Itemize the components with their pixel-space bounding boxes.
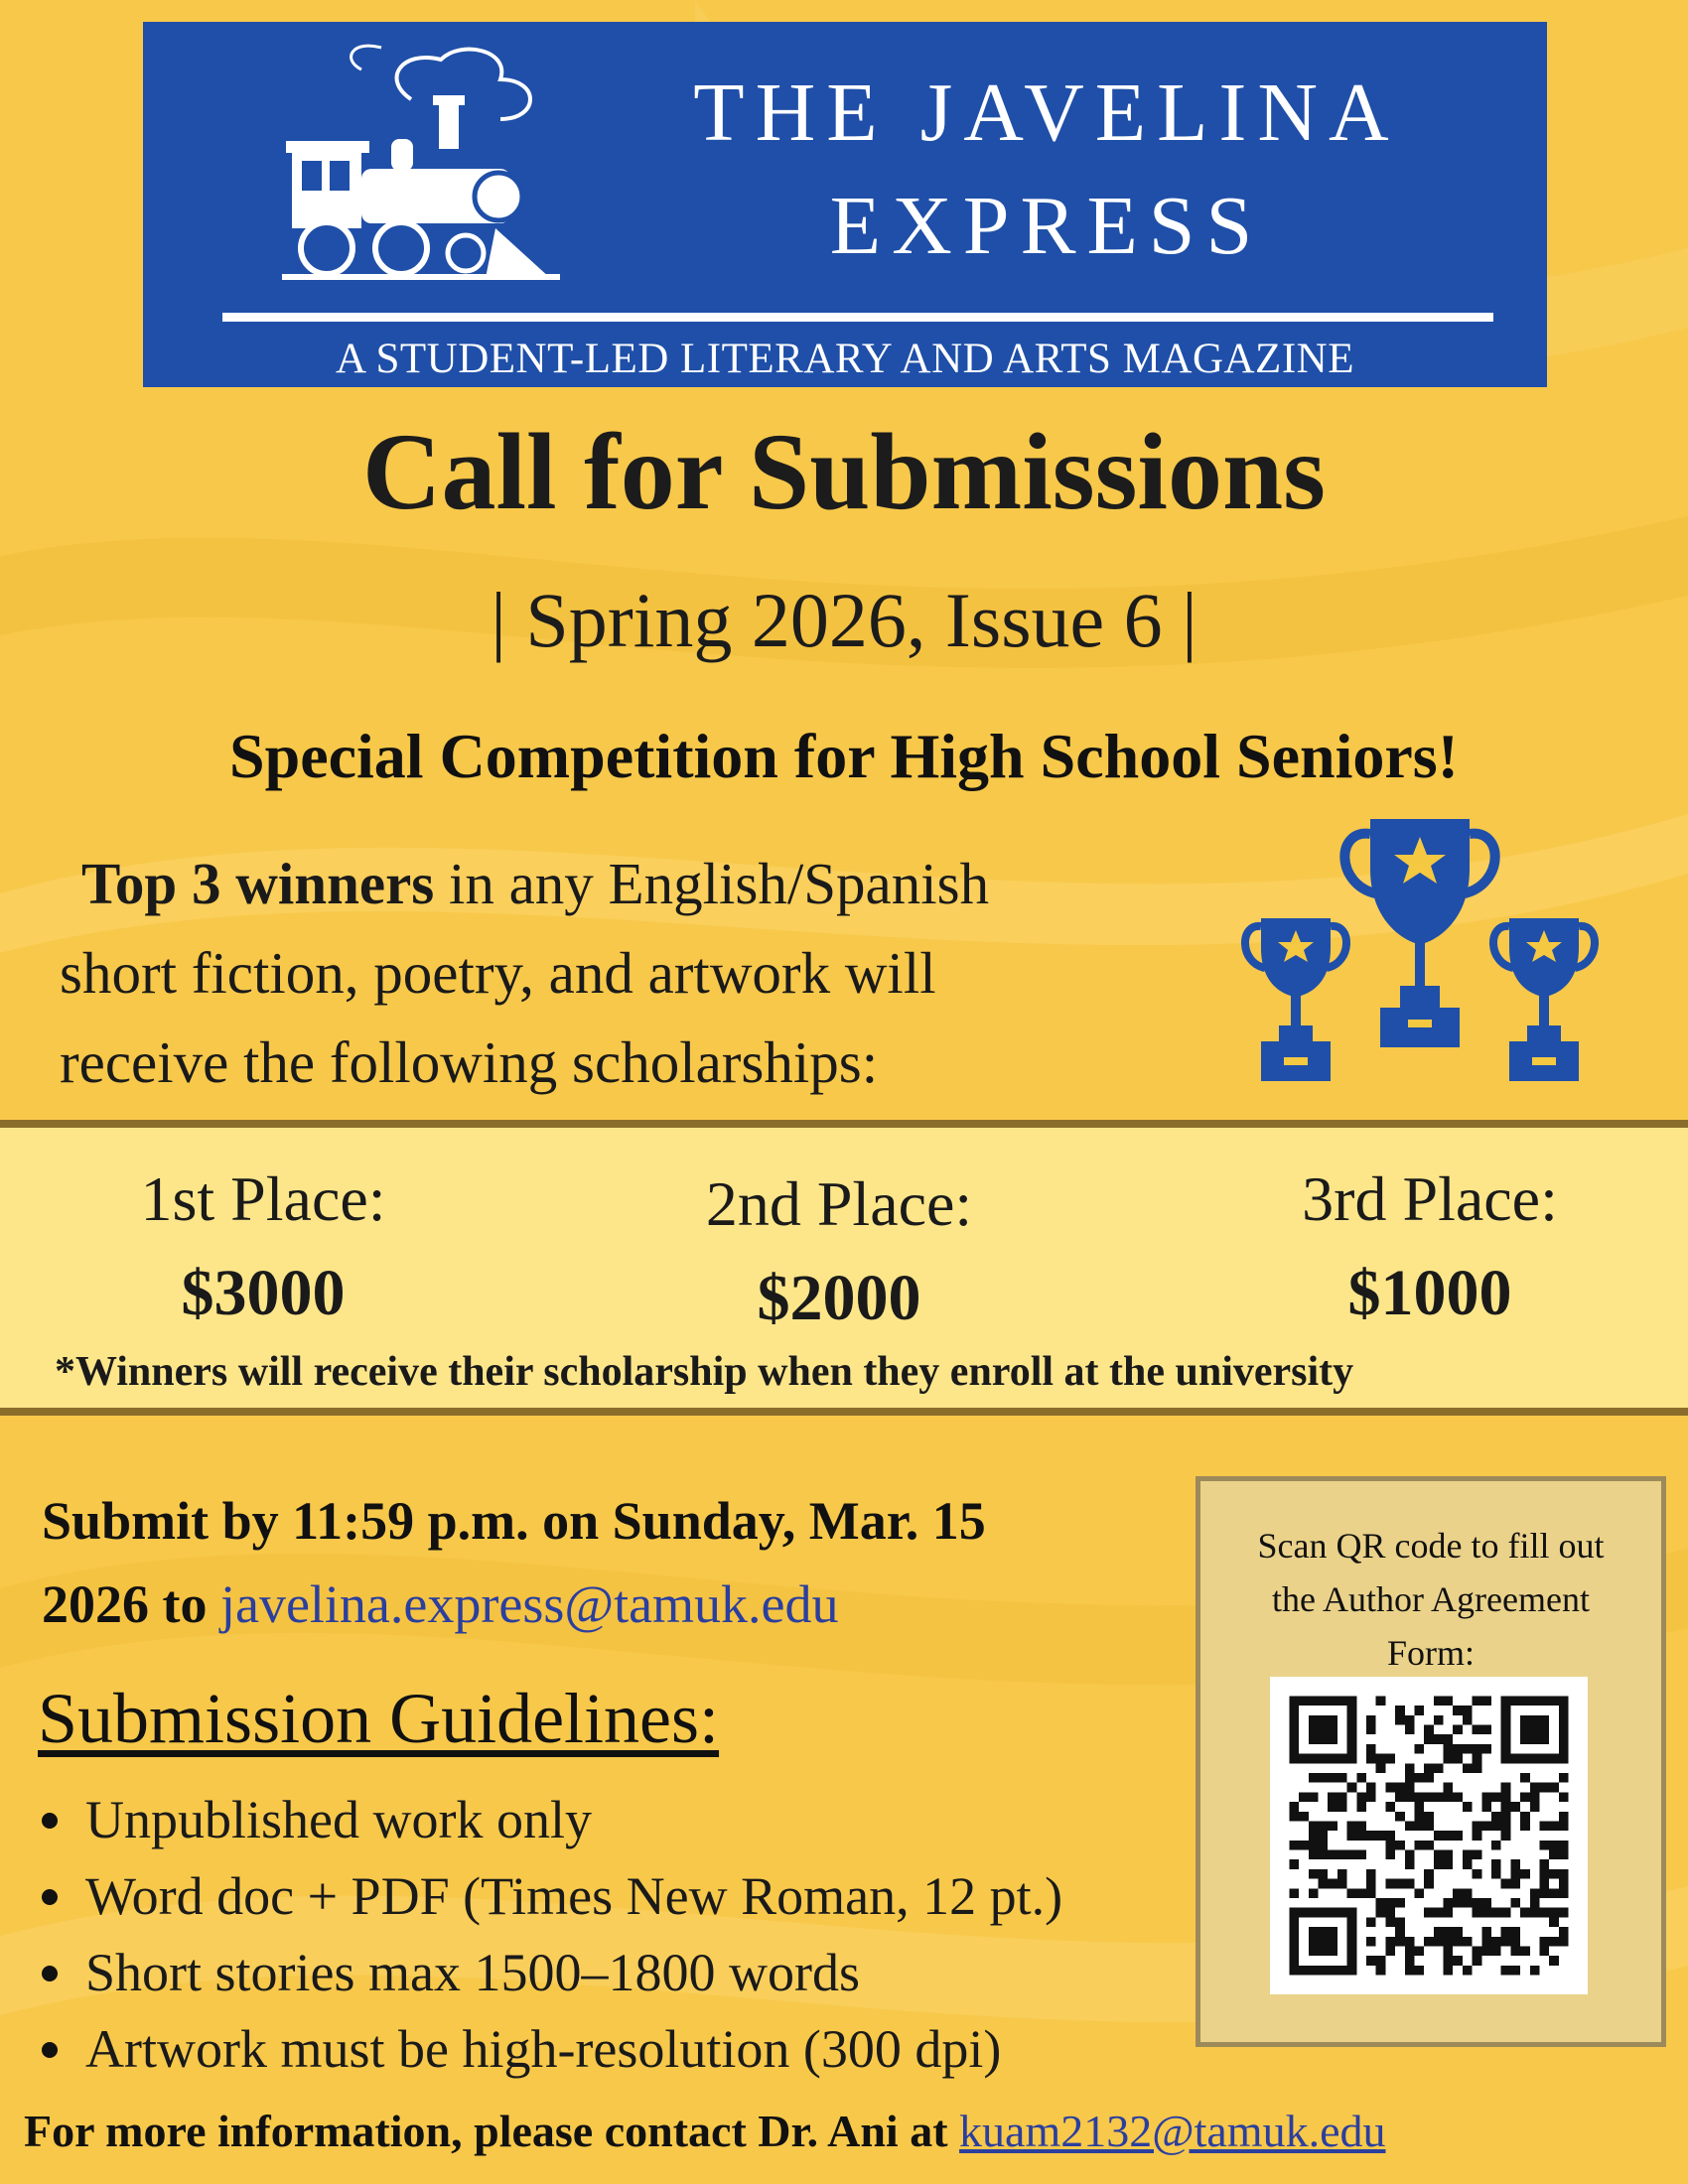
list-item: Short stories max 1500–1800 words	[38, 1935, 1062, 2011]
qr-code-icon[interactable]	[1270, 1677, 1588, 1994]
prize-band	[0, 1120, 1688, 1416]
winners-line3: receive the following scholarships:	[60, 1029, 879, 1095]
contact-prefix: For more information, please contact Dr. Ani at	[24, 2106, 960, 2156]
prize-amount: $3000	[181, 1257, 346, 1329]
trophies-icon	[1241, 809, 1599, 1107]
deadline-line2-prefix: 2026 to	[42, 1574, 220, 1634]
submission-email-link[interactable]: javelina.express@tamuk.edu	[219, 1574, 839, 1634]
qr-label-line1: Scan QR code to fill out	[1257, 1526, 1605, 1566]
masthead-title-line1: THE JAVELINA	[693, 67, 1400, 159]
issue-subtitle: | Spring 2026, Issue 6 |	[491, 577, 1197, 663]
prize-amount: $2000	[757, 1262, 921, 1334]
prize-first	[55, 1163, 472, 1329]
prize-second	[631, 1168, 1048, 1334]
list-item: Unpublished work only	[38, 1782, 1062, 1858]
winners-line1	[60, 839, 1172, 928]
qr-label-line3: Form:	[1386, 1633, 1475, 1673]
prize-amount: $1000	[1347, 1257, 1512, 1329]
prize-place: 1st Place:	[140, 1163, 386, 1234]
guidelines-heading: Submission Guidelines:	[38, 1679, 720, 1758]
masthead-title-line2: EXPRESS	[829, 180, 1264, 272]
deadline-line1: Submit by 11:59 p.m. on Sunday, Mar. 15	[42, 1491, 986, 1551]
prize-footnote: *Winners will receive their scholarship when they enroll at the university	[55, 1349, 1354, 1395]
qr-code-panel	[1196, 1476, 1666, 2047]
masthead-divider	[222, 313, 1493, 322]
prize-third	[1221, 1163, 1638, 1329]
winners-bold-lead: Top 3 winners	[81, 851, 435, 916]
train-icon	[262, 40, 560, 298]
contact-line	[24, 2105, 1672, 2157]
masthead-tagline: A STUDENT-LED LITERARY AND ARTS MAGAZINE	[336, 336, 1354, 382]
special-competition-heading: Special Competition for High School Seniors!	[229, 721, 1459, 791]
qr-label-line2: the Author Agreement	[1272, 1579, 1590, 1619]
prize-place: 3rd Place:	[1302, 1163, 1558, 1234]
winners-description	[60, 839, 1172, 1107]
submission-deadline	[42, 1479, 1213, 1646]
qr-code-label	[1200, 1519, 1661, 1680]
prize-place: 2nd Place:	[705, 1168, 973, 1239]
winners-line2: short fiction, poetry, and artwork will	[60, 940, 936, 1006]
deadline-line2	[42, 1563, 1213, 1646]
contact-email-link[interactable]: kuam2132@tamuk.edu	[959, 2106, 1386, 2156]
list-item: Word doc + PDF (Times New Roman, 12 pt.)	[38, 1858, 1062, 1935]
list-item: Artwork must be high-resolution (300 dpi)	[38, 2011, 1062, 2088]
guidelines-list	[38, 1782, 1062, 2088]
winners-line1-rest: in any English/Spanish	[434, 851, 990, 916]
masthead-banner	[143, 22, 1547, 387]
page-title: Call for Submissions	[362, 411, 1326, 532]
